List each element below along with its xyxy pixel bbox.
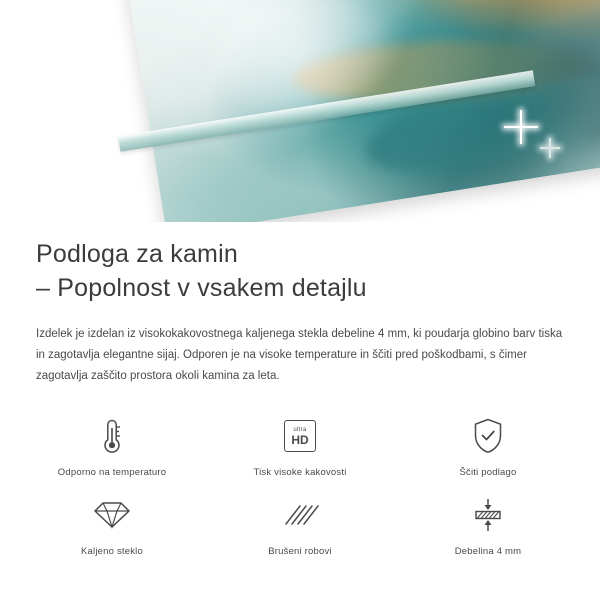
feature-item-protects-surface bbox=[394, 413, 582, 478]
shield-check-icon bbox=[471, 413, 505, 459]
feature-label: Brušeni robovi bbox=[268, 546, 332, 558]
ultra-hd-badge-bottom: HD bbox=[291, 432, 309, 447]
page-title-line-2: – Popolnost v vsakem detajlu bbox=[36, 273, 367, 302]
diamond-icon bbox=[92, 492, 132, 538]
ultra-hd-icon bbox=[284, 413, 316, 459]
hero-image bbox=[0, 0, 600, 222]
feature-item-thickness bbox=[394, 492, 582, 557]
hero-image-inner bbox=[0, 0, 600, 222]
feature-item-print-quality bbox=[206, 413, 394, 478]
content-block bbox=[0, 222, 600, 387]
feature-label: Odporno na temperaturo bbox=[57, 467, 167, 479]
marble-streak bbox=[416, 0, 600, 22]
thickness-icon bbox=[468, 492, 508, 538]
ultra-hd-badge-top: ultra bbox=[293, 426, 307, 433]
feature-label: Tisk visoke kakovosti bbox=[253, 467, 347, 479]
feature-label: Kaljeno steklo bbox=[81, 546, 143, 558]
page-title-line-1: Podloga za kamin bbox=[36, 240, 238, 268]
feature-grid bbox=[0, 413, 600, 557]
polished-edges-icon bbox=[280, 492, 320, 538]
page-title bbox=[36, 238, 564, 306]
feature-label: Ščiti podlago bbox=[459, 467, 517, 479]
feature-label: Debelina 4 mm bbox=[454, 546, 522, 558]
description-paragraph: Izdelek je izdelan iz visokokakovostnega kaljenega stekla debeline 4 mm, ki poudarja globino barv tiska in zagotavlja elegantne sijaj. Odporen je na visoke temperature in ščiti pred poškodbami, s čimer zagotavlja zaščito prostora okoli kamina za leta. bbox=[36, 327, 563, 383]
thermometer-icon bbox=[99, 413, 125, 459]
feature-item-temperature bbox=[18, 413, 206, 478]
feature-item-tempered-glass bbox=[18, 492, 206, 557]
feature-item-polished-edges bbox=[206, 492, 394, 557]
ultra-hd-badge bbox=[284, 420, 316, 452]
